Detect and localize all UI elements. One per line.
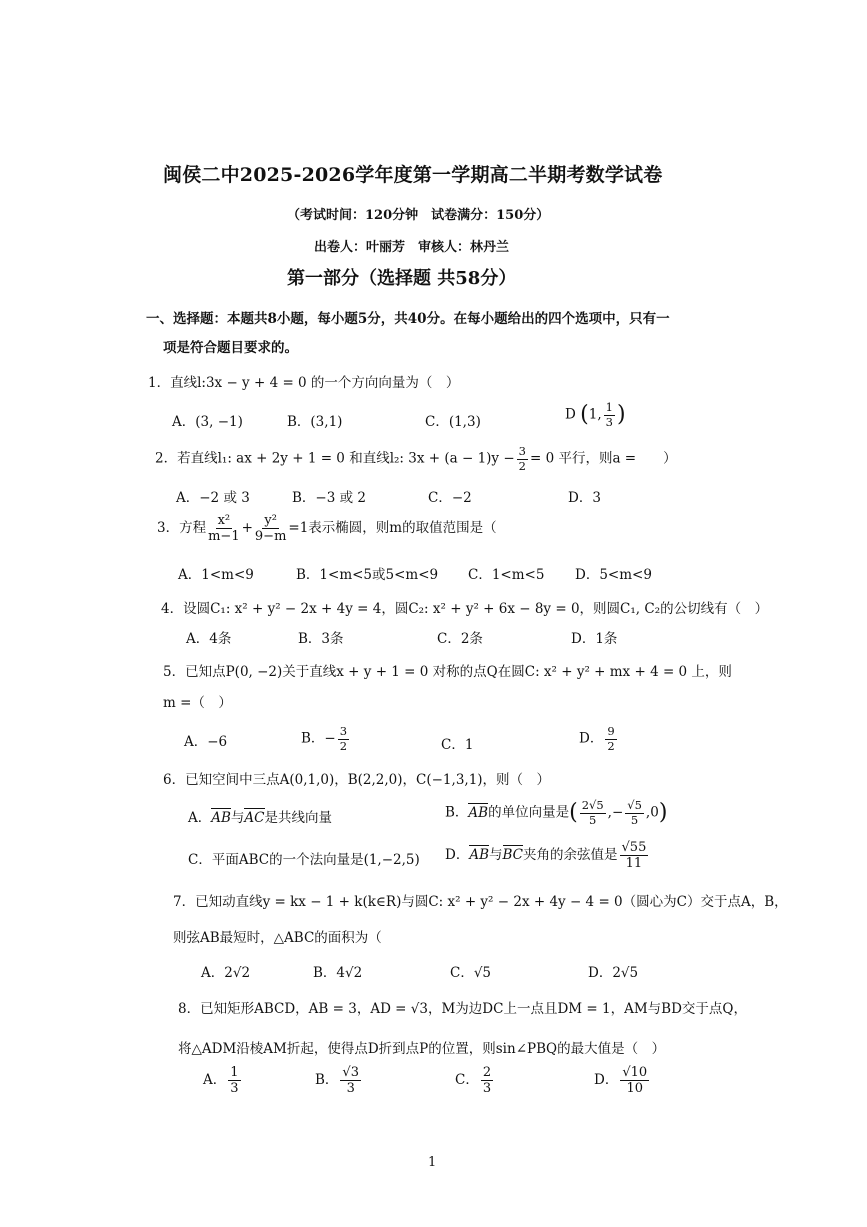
question-6-option-d bbox=[445, 841, 650, 870]
question-8-option-d bbox=[594, 1066, 651, 1095]
option-a-mid: 与 bbox=[230, 810, 245, 826]
frac-den: m−1 bbox=[208, 529, 240, 544]
option-a-post: 是共线向量 bbox=[264, 810, 333, 826]
frac-num: y² bbox=[264, 513, 277, 528]
option-b-mid: 的单位向量是 bbox=[488, 804, 570, 821]
question-8-option-b bbox=[315, 1066, 363, 1095]
option-b-sep: ,− bbox=[607, 804, 624, 821]
frac-den: 3 bbox=[346, 1081, 355, 1096]
question-7-option-a: A．2√2 bbox=[201, 965, 251, 981]
section-instructions-line2: 项是符合题目要求的。 bbox=[163, 340, 298, 356]
question-5-option-c: C．1 bbox=[441, 737, 474, 753]
part-title: 第一部分（选择题 共58分） bbox=[287, 268, 517, 289]
question-5-option-b bbox=[301, 726, 351, 752]
option-b-prefix: B． bbox=[445, 804, 469, 821]
question-3-stem bbox=[157, 514, 497, 543]
question-3-option-c: C．1<m<5 bbox=[468, 567, 545, 583]
question-2-stem bbox=[155, 446, 677, 472]
question-7-option-c: C．√5 bbox=[450, 965, 492, 981]
frac-den: 3 bbox=[605, 414, 613, 429]
frac-num: 9 bbox=[607, 724, 615, 738]
question-4-option-a: A．4条 bbox=[186, 631, 232, 647]
frac-num: 1 bbox=[605, 400, 613, 414]
question-1-stem: 1．直线l:3x − y + 4 = 0 的一个方向向量为（ ） bbox=[148, 375, 460, 391]
question-6-option-b: B．AB的单位向量是( $\frac{2√5}{5}$ ,− $\frac{√5}{5}$ ,0) bbox=[445, 798, 668, 827]
question-4-option-c: C．2条 bbox=[437, 631, 483, 647]
frac-den: 10 bbox=[626, 1081, 644, 1096]
question-8-option-a bbox=[203, 1066, 243, 1095]
plus-sign: + bbox=[241, 520, 253, 536]
question-7-option-d: D．2√5 bbox=[588, 965, 639, 981]
question-8-stem-line2: 将△ADM沿棱AM折起，使得点D折到点P的位置，则sin∠PBQ的最大值是（ ） bbox=[178, 1041, 666, 1057]
vector-ab: AB bbox=[211, 810, 231, 826]
question-2-option-d: D．3 bbox=[568, 490, 601, 506]
page-title: 闽侯二中2025-2026学年度第一学期高二半期考数学试卷 bbox=[163, 164, 663, 186]
frac-den: 2 bbox=[607, 738, 615, 753]
question-1-option-c: C．(1,3) bbox=[425, 414, 481, 430]
question-4-stem: 4．设圆C₁: x² + y² − 2x + 4y = 4，圆C₂: x² + y² + 6x − 8y = 0，则圆C₁, C₂的公切线有（ ） bbox=[161, 601, 769, 617]
frac-den: 2 bbox=[518, 458, 526, 473]
frac-num: √55 bbox=[621, 840, 647, 855]
question-2-option-b: B．−3 或 2 bbox=[292, 490, 366, 506]
question-2-option-a: A．−2 或 3 bbox=[176, 490, 250, 506]
frac-num: √10 bbox=[622, 1065, 648, 1080]
frac-den: 3 bbox=[482, 1081, 492, 1096]
frac-num: 3 bbox=[518, 444, 526, 458]
question-3-option-d: D．5<m<9 bbox=[575, 567, 652, 583]
vector-ac: AC bbox=[244, 810, 265, 826]
question-4-option-b: B．3条 bbox=[298, 631, 344, 647]
question-3-option-a: A．1<m<9 bbox=[178, 567, 254, 583]
option-d-prefix: D． bbox=[445, 847, 470, 863]
option-b-prefix: B．− bbox=[301, 730, 336, 747]
question-8-stem-line1: 8．已知矩形ABCD，AB = 3，AD = √3，M为边DC上一点且DM = 1，AM与BD交于点Q， bbox=[178, 1001, 747, 1017]
question-4-option-d: D．1条 bbox=[571, 631, 618, 647]
option-d-prefix: D． bbox=[579, 730, 604, 747]
option-c-prefix: C． bbox=[455, 1072, 479, 1088]
option-a-prefix: A． bbox=[203, 1072, 227, 1088]
question-6-option-c: C．平面ABC的一个法向量是(1,−2,5) bbox=[188, 852, 420, 868]
question-7-stem-line1: 7．已知动直线y = kx − 1 + k(k∈R)与圆C: x² + y² − 2x + 4y − 4 = 0（圆心为C）交于点A，B， bbox=[173, 894, 788, 910]
frac-num: 2√5 bbox=[581, 798, 604, 812]
question-5-stem-line1: 5．已知点P(0, −2)关于直线x + y + 1 = 0 对称的点Q在圆C: x² + y² + mx + 4 = 0 上，则 bbox=[163, 664, 732, 680]
question-5-option-d bbox=[579, 726, 619, 752]
option-d-post: 夹角的余弦值是 bbox=[523, 847, 618, 863]
vector-ab: AB bbox=[468, 804, 489, 821]
question-1-option-b: B．(3,1) bbox=[287, 414, 343, 430]
option-d-first: 1 bbox=[588, 406, 598, 423]
question-7-option-b: B．4√2 bbox=[313, 965, 363, 981]
question-1-option-a: A．(3, −1) bbox=[172, 414, 243, 430]
frac-num: √5 bbox=[627, 798, 642, 812]
question-7-stem-line2: 则弦AB最短时，△ABC的面积为（ bbox=[173, 930, 382, 946]
page-number: 1 bbox=[428, 1155, 437, 1170]
option-a-prefix: A． bbox=[188, 810, 212, 826]
frac-den: 3 bbox=[230, 1081, 239, 1096]
frac-den: 5 bbox=[630, 812, 639, 827]
frac-den: 11 bbox=[625, 856, 643, 871]
question-2-stem-pre: 2．若直线l₁: ax + 2y + 1 = 0 和直线l₂: 3x + (a − 1)y − bbox=[155, 450, 515, 467]
section-instructions-line1: 一、选择题：本题共8小题，每小题5分，共40分。在每小题给出的四个选项中，只有一 bbox=[146, 311, 670, 327]
question-2-stem-post: = 0 平行，则a = ） bbox=[529, 450, 677, 467]
frac-num: 1 bbox=[230, 1065, 239, 1080]
question-1-option-d: D (1, $\frac{1}{3}$ ) bbox=[565, 400, 626, 429]
question-2-option-c: C．−2 bbox=[428, 490, 472, 506]
frac-den: 5 bbox=[589, 812, 597, 827]
option-b-prefix: B． bbox=[315, 1072, 339, 1088]
question-8-option-c bbox=[455, 1066, 495, 1095]
question-3-stem-pre: 3．方程 bbox=[157, 520, 207, 536]
vector-ab: AB bbox=[469, 847, 489, 863]
question-6-option-a bbox=[188, 806, 332, 826]
question-5-stem-line2: m =（ ） bbox=[163, 695, 232, 711]
question-3-stem-post: =1表示椭圆，则m的取值范围是（ bbox=[288, 520, 497, 536]
question-6-stem: 6．已知空间中三点A(0,1,0)，B(2,2,0)，C(−1,3,1)，则（ ） bbox=[163, 772, 551, 788]
option-b-post: ,0 bbox=[645, 804, 659, 821]
option-d-letter: D bbox=[565, 406, 576, 423]
frac-num: 3 bbox=[339, 724, 348, 738]
exam-info: （考试时间：120分钟 试卷满分：150分） bbox=[287, 208, 550, 223]
question-3-option-b: B．1<m<5或5<m<9 bbox=[296, 567, 439, 583]
frac-num: 2 bbox=[482, 1065, 492, 1080]
frac-num: √3 bbox=[342, 1065, 359, 1080]
frac-num: x² bbox=[217, 513, 231, 528]
option-d-prefix: D． bbox=[594, 1072, 619, 1088]
vector-bc: BC bbox=[502, 847, 524, 863]
option-d-mid: 与 bbox=[489, 847, 503, 863]
question-5-option-a: A．−6 bbox=[184, 734, 228, 750]
authors-line: 出卷人：叶丽芳 审核人：林丹兰 bbox=[314, 240, 510, 255]
frac-den: 2 bbox=[339, 738, 348, 753]
frac-den: 9−m bbox=[254, 529, 287, 544]
